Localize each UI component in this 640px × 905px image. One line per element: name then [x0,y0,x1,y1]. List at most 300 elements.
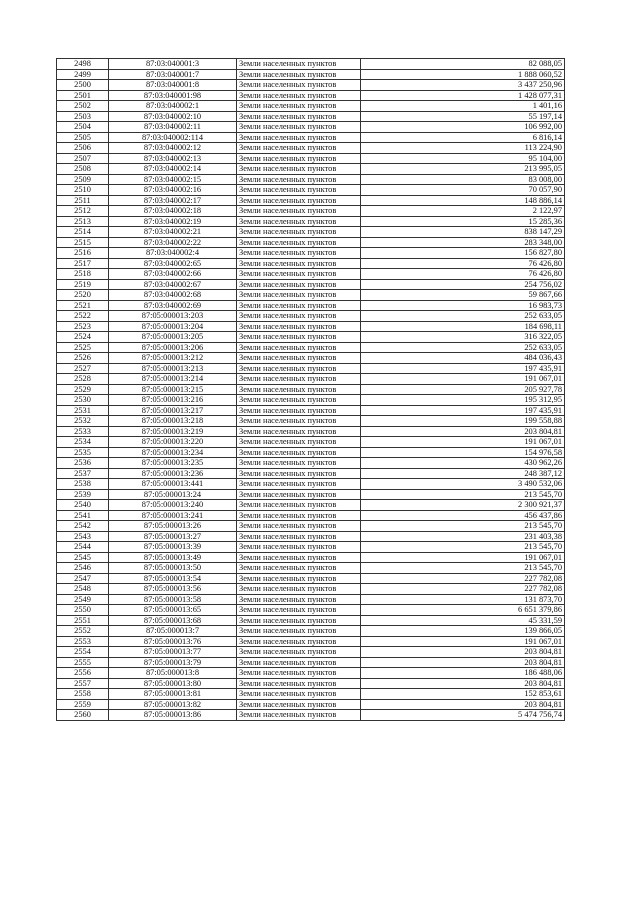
land-category: Земли населенных пунктов [237,594,361,605]
cadastral-value: 5 474 756,74 [361,710,565,721]
cadastral-number: 87:05:000013:82 [109,699,237,710]
cadastral-number: 87:03:040002:114 [109,132,237,143]
row-number: 2558 [57,689,109,700]
row-number: 2525 [57,342,109,353]
land-category: Земли населенных пунктов [237,395,361,406]
land-category: Земли населенных пунктов [237,657,361,668]
row-number: 2512 [57,206,109,217]
cadastral-value: 199 558,88 [361,416,565,427]
cadastral-number: 87:05:000013:77 [109,647,237,658]
row-number: 2536 [57,458,109,469]
cadastral-value: 1 401,16 [361,101,565,112]
land-category: Земли населенных пунктов [237,332,361,343]
table-row [57,101,565,112]
cadastral-number: 87:03:040002:19 [109,216,237,227]
cadastral-number: 87:05:000013:220 [109,437,237,448]
land-category: Земли населенных пунктов [237,689,361,700]
cadastral-number: 87:05:000013:203 [109,311,237,322]
cadastral-value: 252 633,05 [361,311,565,322]
cadastral-number: 87:05:000013:205 [109,332,237,343]
cadastral-value: 95 104,00 [361,153,565,164]
cadastral-number: 87:03:040002:10 [109,111,237,122]
table-row [57,405,565,416]
land-category: Земли населенных пунктов [237,342,361,353]
cadastral-number: 87:05:000013:215 [109,384,237,395]
cadastral-number: 87:03:040002:16 [109,185,237,196]
cadastral-value: 227 782,08 [361,573,565,584]
row-number: 2552 [57,626,109,637]
cadastral-number: 87:05:000013:212 [109,353,237,364]
cadastral-value: 106 992,00 [361,122,565,133]
row-number: 2510 [57,185,109,196]
cadastral-value: 15 285,36 [361,216,565,227]
cadastral-value: 203 804,81 [361,657,565,668]
cadastral-number: 87:05:000013:24 [109,489,237,500]
cadastral-value: 3 437 250,96 [361,80,565,91]
cadastral-number: 87:05:000013:240 [109,500,237,511]
row-number: 2516 [57,248,109,259]
table-row [57,689,565,700]
table-row [57,80,565,91]
table-row [57,573,565,584]
table-row [57,647,565,658]
land-category: Земли населенных пунктов [237,206,361,217]
table-row [57,300,565,311]
land-category: Земли населенных пунктов [237,699,361,710]
row-number: 2523 [57,321,109,332]
land-category: Земли населенных пунктов [237,216,361,227]
cadastral-number: 87:03:040002:14 [109,164,237,175]
cadastral-value: 148 886,14 [361,195,565,206]
table-row [57,227,565,238]
cadastral-number: 87:03:040002:69 [109,300,237,311]
row-number: 2538 [57,479,109,490]
land-category: Земли населенных пунктов [237,374,361,385]
cadastral-number: 87:03:040002:68 [109,290,237,301]
table-row [57,290,565,301]
cadastral-value: 154 976,58 [361,447,565,458]
table-row [57,195,565,206]
cadastral-number: 87:05:000013:234 [109,447,237,458]
cadastral-value: 456 437,86 [361,510,565,521]
cadastral-value: 2 300 921,37 [361,500,565,511]
land-category: Земли населенных пунктов [237,363,361,374]
cadastral-value: 252 633,05 [361,342,565,353]
table-row [57,594,565,605]
cadastral-number: 87:05:000013:49 [109,552,237,563]
cadastral-number: 87:05:000013:27 [109,531,237,542]
land-category: Земли населенных пунктов [237,437,361,448]
table-row [57,699,565,710]
table-row [57,321,565,332]
cadastral-value: 186 488,06 [361,668,565,679]
cadastral-value: 484 036,43 [361,353,565,364]
table-row [57,584,565,595]
cadastral-value: 430 962,26 [361,458,565,469]
cadastral-value: 227 782,08 [361,584,565,595]
row-number: 2499 [57,69,109,80]
cadastral-number: 87:03:040002:22 [109,237,237,248]
table-row [57,248,565,259]
land-category: Земли населенных пунктов [237,521,361,532]
cadastral-value: 152 853,61 [361,689,565,700]
cadastral-value: 45 331,59 [361,615,565,626]
cadastral-number: 87:05:000013:235 [109,458,237,469]
land-category: Земли населенных пунктов [237,500,361,511]
table-row [57,374,565,385]
cadastral-value: 6 651 379,86 [361,605,565,616]
cadastral-number: 87:03:040002:65 [109,258,237,269]
table-row [57,678,565,689]
land-category: Земли населенных пунктов [237,353,361,364]
row-number: 2553 [57,636,109,647]
cadastral-number: 87:05:000013:39 [109,542,237,553]
row-number: 2521 [57,300,109,311]
row-number: 2508 [57,164,109,175]
cadastral-value: 248 387,12 [361,468,565,479]
cadastral-value: 213 995,05 [361,164,565,175]
row-number: 2544 [57,542,109,553]
cadastral-value: 83 008,00 [361,174,565,185]
row-number: 2502 [57,101,109,112]
cadastral-number: 87:03:040002:12 [109,143,237,154]
land-category: Земли населенных пунктов [237,290,361,301]
table-row [57,710,565,721]
land-category: Земли населенных пунктов [237,153,361,164]
land-category: Земли населенных пунктов [237,615,361,626]
row-number: 2543 [57,531,109,542]
row-number: 2541 [57,510,109,521]
land-category: Земли населенных пунктов [237,573,361,584]
cadastral-value: 197 435,91 [361,405,565,416]
land-category: Земли населенных пунктов [237,111,361,122]
table-row [57,237,565,248]
table-row [57,468,565,479]
table-row [57,69,565,80]
table-row [57,416,565,427]
table-row [57,426,565,437]
table-row [57,668,565,679]
land-category: Земли населенных пунктов [237,227,361,238]
cadastral-value: 139 866,05 [361,626,565,637]
row-number: 2530 [57,395,109,406]
row-number: 2557 [57,678,109,689]
row-number: 2554 [57,647,109,658]
cadastral-value: 76 426,80 [361,269,565,280]
land-category: Земли населенных пунктов [237,468,361,479]
row-number: 2546 [57,563,109,574]
land-category: Земли населенных пунктов [237,489,361,500]
cadastral-number: 87:03:040001:98 [109,90,237,101]
cadastral-number: 87:05:000013:58 [109,594,237,605]
table-row [57,332,565,343]
land-category: Земли населенных пунктов [237,510,361,521]
row-number: 2540 [57,500,109,511]
cadastral-value-table [56,58,565,721]
table-row [57,153,565,164]
row-number: 2535 [57,447,109,458]
table-row [57,206,565,217]
table-row [57,605,565,616]
table-row [57,479,565,490]
cadastral-value: 156 827,80 [361,248,565,259]
land-category: Земли населенных пунктов [237,542,361,553]
table-row [57,132,565,143]
cadastral-number: 87:03:040001:3 [109,59,237,70]
land-category: Земли населенных пунктов [237,122,361,133]
table-row [57,395,565,406]
cadastral-value: 195 312,95 [361,395,565,406]
cadastral-value: 191 067,01 [361,437,565,448]
cadastral-value: 82 088,05 [361,59,565,70]
cadastral-number: 87:03:040002:15 [109,174,237,185]
cadastral-value: 254 756,02 [361,279,565,290]
cadastral-value: 184 698,11 [361,321,565,332]
cadastral-value: 1 428 077,31 [361,90,565,101]
land-category: Земли населенных пунктов [237,101,361,112]
cadastral-number: 87:05:000013:81 [109,689,237,700]
table-row [57,542,565,553]
cadastral-number: 87:05:000013:65 [109,605,237,616]
land-category: Земли населенных пунктов [237,458,361,469]
cadastral-value: 76 426,80 [361,258,565,269]
cadastral-value: 191 067,01 [361,636,565,647]
cadastral-value: 203 804,81 [361,426,565,437]
row-number: 2506 [57,143,109,154]
cadastral-value: 231 403,38 [361,531,565,542]
land-category: Земли населенных пунктов [237,479,361,490]
cadastral-value: 316 322,05 [361,332,565,343]
cadastral-number: 87:03:040001:7 [109,69,237,80]
row-number: 2517 [57,258,109,269]
row-number: 2551 [57,615,109,626]
land-category: Земли населенных пунктов [237,678,361,689]
land-category: Земли населенных пунктов [237,248,361,259]
table-row [57,447,565,458]
row-number: 2501 [57,90,109,101]
land-category: Земли населенных пунктов [237,269,361,280]
cadastral-value: 55 197,14 [361,111,565,122]
row-number: 2522 [57,311,109,322]
cadastral-number: 87:05:000013:79 [109,657,237,668]
cadastral-number: 87:05:000013:218 [109,416,237,427]
row-number: 2511 [57,195,109,206]
table-row [57,531,565,542]
table-row [57,363,565,374]
cadastral-value: 3 490 532,06 [361,479,565,490]
land-category: Земли населенных пунктов [237,584,361,595]
table-row [57,143,565,154]
cadastral-number: 87:05:000013:214 [109,374,237,385]
cadastral-number: 87:05:000013:213 [109,363,237,374]
cadastral-number: 87:03:040002:4 [109,248,237,259]
row-number: 2549 [57,594,109,605]
row-number: 2528 [57,374,109,385]
table-row [57,563,565,574]
cadastral-value: 283 348,00 [361,237,565,248]
land-category: Земли населенных пунктов [237,605,361,616]
cadastral-value: 197 435,91 [361,363,565,374]
row-number: 2547 [57,573,109,584]
row-number: 2500 [57,80,109,91]
row-number: 2534 [57,437,109,448]
row-number: 2504 [57,122,109,133]
table-row [57,489,565,500]
land-category: Земли населенных пунктов [237,426,361,437]
cadastral-value: 191 067,01 [361,552,565,563]
row-number: 2548 [57,584,109,595]
cadastral-number: 87:05:000013:441 [109,479,237,490]
cadastral-value: 213 545,70 [361,563,565,574]
row-number: 2519 [57,279,109,290]
table-row [57,384,565,395]
cadastral-value: 191 067,01 [361,374,565,385]
cadastral-value: 213 545,70 [361,521,565,532]
table-row [57,353,565,364]
land-category: Земли населенных пунктов [237,258,361,269]
table-row [57,615,565,626]
cadastral-value: 2 122,97 [361,206,565,217]
row-number: 2539 [57,489,109,500]
row-number: 2498 [57,59,109,70]
cadastral-number: 87:05:000013:219 [109,426,237,437]
land-category: Земли населенных пунктов [237,69,361,80]
land-category: Земли населенных пунктов [237,80,361,91]
land-category: Земли населенных пунктов [237,647,361,658]
land-category: Земли населенных пунктов [237,321,361,332]
land-category: Земли населенных пунктов [237,416,361,427]
cadastral-value: 203 804,81 [361,678,565,689]
table-body [57,59,565,721]
land-category: Земли населенных пунктов [237,531,361,542]
cadastral-number: 87:05:000013:68 [109,615,237,626]
cadastral-value: 203 804,81 [361,699,565,710]
table-row [57,311,565,322]
land-category: Земли населенных пунктов [237,710,361,721]
row-number: 2526 [57,353,109,364]
land-category: Земли населенных пунктов [237,59,361,70]
row-number: 2556 [57,668,109,679]
row-number: 2518 [57,269,109,280]
cadastral-number: 87:03:040002:18 [109,206,237,217]
row-number: 2514 [57,227,109,238]
cadastral-number: 87:05:000013:76 [109,636,237,647]
cadastral-number: 87:05:000013:236 [109,468,237,479]
land-category: Земли населенных пунктов [237,185,361,196]
cadastral-number: 87:05:000013:56 [109,584,237,595]
row-number: 2533 [57,426,109,437]
land-category: Земли населенных пунктов [237,552,361,563]
land-category: Земли населенных пунктов [237,636,361,647]
cadastral-number: 87:03:040002:1 [109,101,237,112]
cadastral-value: 59 867,66 [361,290,565,301]
table-row [57,269,565,280]
cadastral-value: 16 983,73 [361,300,565,311]
table-row [57,216,565,227]
cadastral-value: 6 816,14 [361,132,565,143]
land-category: Земли населенных пунктов [237,174,361,185]
cadastral-number: 87:05:000013:54 [109,573,237,584]
cadastral-number: 87:03:040001:8 [109,80,237,91]
cadastral-number: 87:05:000013:8 [109,668,237,679]
row-number: 2531 [57,405,109,416]
land-category: Земли населенных пунктов [237,90,361,101]
land-category: Земли населенных пунктов [237,195,361,206]
table-row [57,437,565,448]
cadastral-number: 87:05:000013:241 [109,510,237,521]
land-category: Земли населенных пунктов [237,300,361,311]
cadastral-value: 205 927,78 [361,384,565,395]
cadastral-value: 131 873,70 [361,594,565,605]
row-number: 2542 [57,521,109,532]
cadastral-value: 838 147,29 [361,227,565,238]
cadastral-number: 87:03:040002:13 [109,153,237,164]
cadastral-value: 213 545,70 [361,542,565,553]
cadastral-number: 87:05:000013:26 [109,521,237,532]
land-category: Земли населенных пунктов [237,132,361,143]
table-row [57,458,565,469]
table-row [57,258,565,269]
land-category: Земли населенных пунктов [237,237,361,248]
row-number: 2520 [57,290,109,301]
row-number: 2505 [57,132,109,143]
table-row [57,636,565,647]
table-row [57,122,565,133]
land-category: Земли населенных пунктов [237,164,361,175]
table-row [57,552,565,563]
table-row [57,111,565,122]
cadastral-number: 87:03:040002:66 [109,269,237,280]
cadastral-number: 87:03:040002:21 [109,227,237,238]
cadastral-number: 87:05:000013:7 [109,626,237,637]
cadastral-number: 87:03:040002:11 [109,122,237,133]
table-row [57,521,565,532]
cadastral-value: 213 545,70 [361,489,565,500]
land-category: Земли населенных пунктов [237,668,361,679]
row-number: 2507 [57,153,109,164]
table-row [57,657,565,668]
land-category: Земли населенных пунктов [237,563,361,574]
land-category: Земли населенных пунктов [237,143,361,154]
table-row [57,185,565,196]
row-number: 2537 [57,468,109,479]
row-number: 2515 [57,237,109,248]
table-row [57,342,565,353]
land-category: Земли населенных пунктов [237,626,361,637]
row-number: 2555 [57,657,109,668]
land-category: Земли населенных пунктов [237,311,361,322]
cadastral-number: 87:03:040002:67 [109,279,237,290]
land-category: Земли населенных пунктов [237,405,361,416]
row-number: 2503 [57,111,109,122]
land-category: Земли населенных пунктов [237,384,361,395]
land-category: Земли населенных пунктов [237,279,361,290]
table-row [57,90,565,101]
table-row [57,500,565,511]
land-category: Земли населенных пунктов [237,447,361,458]
cadastral-value: 203 804,81 [361,647,565,658]
table-row [57,626,565,637]
cadastral-number: 87:05:000013:86 [109,710,237,721]
row-number: 2560 [57,710,109,721]
table-row [57,279,565,290]
cadastral-number: 87:05:000013:206 [109,342,237,353]
row-number: 2545 [57,552,109,563]
cadastral-number: 87:05:000013:217 [109,405,237,416]
row-number: 2524 [57,332,109,343]
table-row [57,164,565,175]
row-number: 2550 [57,605,109,616]
